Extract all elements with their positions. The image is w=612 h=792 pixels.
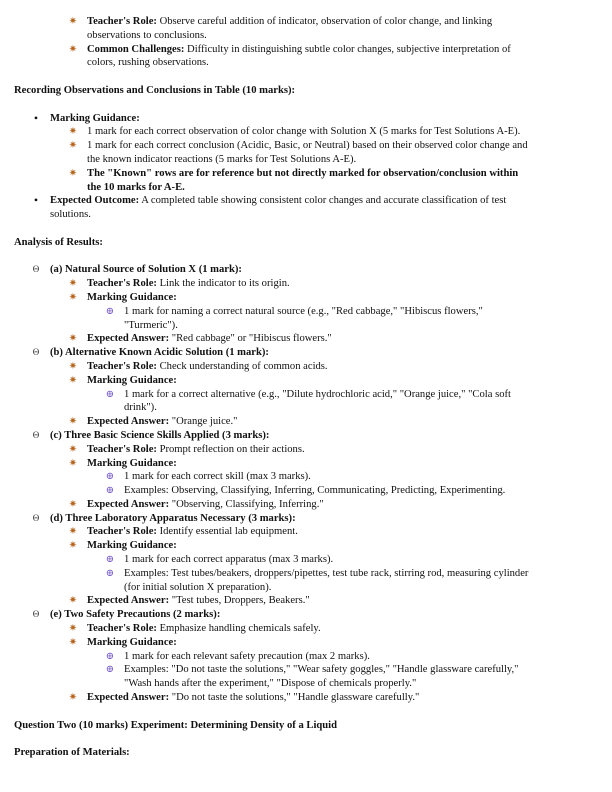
list-item bbox=[0, 457, 612, 471]
list-item bbox=[0, 663, 612, 691]
list-item bbox=[0, 622, 612, 636]
item-label: Teacher's Role: bbox=[87, 443, 157, 455]
item-label: (e) Two Safety Precautions (2 marks): bbox=[50, 609, 221, 621]
list-item bbox=[0, 346, 612, 360]
bullet-star-icon: ✷ bbox=[68, 457, 78, 469]
bullet-star-icon: ✷ bbox=[68, 443, 78, 455]
list-item bbox=[0, 415, 612, 429]
item-text: 1 mark for each relevant safety precaution (max 2 marks). bbox=[124, 650, 370, 662]
item-text: "Do not taste the solutions," "Handle glassware carefully." bbox=[169, 692, 420, 704]
bullet-crosshair-icon: ⊕ bbox=[105, 471, 115, 483]
list-item bbox=[0, 484, 612, 498]
item-text: 1 mark for each correct skill (max 3 marks). bbox=[124, 471, 311, 483]
list-item bbox=[0, 194, 612, 222]
list-item bbox=[0, 553, 612, 567]
item-text: Link the indicator to its origin. bbox=[156, 278, 290, 290]
bullet-star-icon: ✷ bbox=[68, 540, 78, 552]
list-item bbox=[0, 512, 612, 526]
bullet-star-icon: ✷ bbox=[68, 692, 78, 704]
item-label: Common Challenges: bbox=[87, 43, 185, 55]
bullet-theta-icon: Θ bbox=[32, 429, 40, 440]
bullet-crosshair-icon: ⊕ bbox=[105, 664, 115, 676]
list-item bbox=[0, 263, 612, 277]
item-text: Emphasize handling chemicals safely. bbox=[156, 623, 321, 635]
item-text: 1 mark for naming a correct natural source (e.g., "Red cabbage," "Hibiscus flowers," "Turmeric"). bbox=[124, 305, 483, 331]
item-label: Teacher's Role: bbox=[87, 360, 157, 372]
item-text: "Observing, Classifying, Inferring." bbox=[169, 498, 324, 510]
bullet-crosshair-icon: ⊕ bbox=[105, 650, 115, 662]
list-item bbox=[0, 594, 612, 608]
item-label: Teacher's Role: bbox=[87, 526, 157, 538]
bullet-star-icon: ✷ bbox=[68, 333, 78, 345]
item-text: 1 mark for each correct conclusion (Acidic, Basic, or Neutral) based on their observed color change and the known indicator reactions (5 marks for Test Solutions A-E). bbox=[87, 140, 528, 165]
item-label: Expected Outcome: bbox=[50, 195, 140, 207]
list-item bbox=[0, 332, 612, 346]
list-item bbox=[0, 167, 612, 195]
list-item bbox=[0, 15, 612, 43]
list-item bbox=[0, 374, 612, 388]
item-text: 1 mark for a correct alternative (e.g., "Dilute hydrochloric acid," "Orange juice," "Cola soft drink"). bbox=[124, 388, 511, 414]
bullet-star-icon: ✷ bbox=[68, 623, 78, 635]
list-item bbox=[0, 691, 612, 705]
list-item bbox=[0, 608, 612, 622]
bullet-star-icon: ✷ bbox=[68, 140, 78, 152]
bullet-star-icon: ✷ bbox=[68, 43, 78, 55]
item-text: Examples: Observing, Classifying, Inferring, Communicating, Predicting, Experimenting. bbox=[124, 485, 506, 497]
item-label: The "Known" rows are for reference but not directly marked for observation/conclusion within the 10 marks for A-E. bbox=[87, 167, 519, 193]
bullet-crosshair-icon: ⊕ bbox=[105, 305, 115, 317]
bullet-crosshair-icon: ⊕ bbox=[105, 388, 115, 400]
item-text: "Orange juice." bbox=[169, 416, 238, 428]
item-label: Teacher's Role: bbox=[87, 16, 157, 27]
item-label: (c) Three Basic Science Skills Applied (3 marks): bbox=[50, 429, 270, 441]
bullet-list bbox=[0, 263, 612, 705]
list-item bbox=[0, 443, 612, 457]
list-item bbox=[0, 498, 612, 512]
list-item bbox=[0, 525, 612, 539]
item-text: "Test tubes, Droppers, Beakers." bbox=[169, 595, 310, 607]
item-text: Check understanding of common acids. bbox=[156, 360, 328, 372]
list-item bbox=[0, 305, 612, 333]
document-page bbox=[0, 15, 612, 760]
list-item bbox=[0, 43, 612, 71]
list-item bbox=[0, 650, 612, 664]
list-item bbox=[0, 291, 612, 305]
bullet-star-icon: ✷ bbox=[68, 636, 78, 648]
section-heading: Analysis of Results: bbox=[14, 236, 103, 248]
list-item bbox=[0, 470, 612, 484]
bullet-dot-icon: • bbox=[33, 193, 39, 208]
item-label: Marking Guidance: bbox=[50, 112, 140, 124]
item-label: Marking Guidance: bbox=[87, 374, 177, 386]
bullet-star-icon: ✷ bbox=[68, 126, 78, 138]
item-text: "Red cabbage" or "Hibiscus flowers." bbox=[169, 333, 332, 345]
item-text: 1 mark for each correct apparatus (max 3 marks). bbox=[124, 554, 334, 566]
list-item bbox=[0, 360, 612, 374]
bullet-crosshair-icon: ⊕ bbox=[105, 485, 115, 497]
list-item bbox=[0, 277, 612, 291]
item-label: (d) Three Laboratory Apparatus Necessary (3 marks): bbox=[50, 512, 296, 524]
bullet-star-icon: ✷ bbox=[68, 498, 78, 510]
item-text: A completed table showing consistent color changes and accurate classification of test solutions. bbox=[50, 195, 507, 221]
item-label: Teacher's Role: bbox=[87, 623, 157, 635]
item-text: Examples: Test tubes/beakers, droppers/pipettes, test tube rack, stirring rod, measuring cylinder (for initial solution X preparation). bbox=[124, 567, 529, 593]
bullet-theta-icon: Θ bbox=[32, 512, 40, 523]
list-item bbox=[0, 539, 612, 553]
list-item bbox=[0, 567, 612, 595]
list-item bbox=[0, 139, 612, 167]
item-label: Expected Answer: bbox=[87, 595, 170, 607]
item-label: Marking Guidance: bbox=[87, 636, 177, 648]
bullet-star-icon: ✷ bbox=[68, 16, 78, 27]
bullet-star-icon: ✷ bbox=[68, 167, 78, 179]
item-label: (b) Alternative Known Acidic Solution (1 mark): bbox=[50, 347, 269, 359]
item-label: Marking Guidance: bbox=[87, 291, 177, 303]
bullet-theta-icon: Θ bbox=[32, 264, 40, 275]
item-text: Difficulty in distinguishing subtle color changes, subjective interpretation of colors, rushing observations. bbox=[87, 43, 511, 69]
item-text: Identify essential lab equipment. bbox=[156, 526, 298, 538]
bullet-crosshair-icon: ⊕ bbox=[105, 567, 115, 579]
list-item bbox=[0, 112, 612, 126]
item-label: Expected Answer: bbox=[87, 333, 170, 345]
bullet-star-icon: ✷ bbox=[68, 291, 78, 303]
bullet-star-icon: ✷ bbox=[68, 595, 78, 607]
section-heading: Question Two (10 marks) Experiment: Determining Density of a Liquid bbox=[14, 719, 338, 731]
list-item bbox=[0, 125, 612, 139]
bullet-dot-icon: • bbox=[33, 110, 39, 125]
list-item bbox=[0, 429, 612, 443]
bullet-theta-icon: Θ bbox=[32, 347, 40, 358]
section-heading: Preparation of Materials: bbox=[14, 747, 130, 759]
item-text: Observe careful addition of indicator, observation of color change, and linking observations to conclusions. bbox=[87, 16, 493, 41]
bullet-star-icon: ✷ bbox=[68, 360, 78, 372]
item-label: Expected Answer: bbox=[87, 498, 170, 510]
bullet-list bbox=[0, 112, 612, 222]
list-item bbox=[0, 636, 612, 650]
bullet-crosshair-icon: ⊕ bbox=[105, 554, 115, 566]
bullet-star-icon: ✷ bbox=[68, 526, 78, 538]
item-label: Marking Guidance: bbox=[87, 540, 177, 552]
bullet-star-icon: ✷ bbox=[68, 278, 78, 290]
list-item bbox=[0, 388, 612, 416]
item-text: 1 mark for each correct observation of color change with Solution X (5 marks for Test Solutions A-E). bbox=[87, 126, 521, 138]
bullet-theta-icon: Θ bbox=[32, 609, 40, 620]
item-label: (a) Natural Source of Solution X (1 mark): bbox=[50, 264, 242, 276]
section-heading: Recording Observations and Conclusions in Table (10 marks): bbox=[14, 84, 296, 96]
item-label: Teacher's Role: bbox=[87, 278, 157, 290]
item-label: Expected Answer: bbox=[87, 416, 170, 428]
bullet-star-icon: ✷ bbox=[68, 416, 78, 428]
item-label: Expected Answer: bbox=[87, 692, 170, 704]
item-text: Prompt reflection on their actions. bbox=[156, 443, 305, 455]
bullet-list bbox=[0, 15, 612, 70]
bullet-star-icon: ✷ bbox=[68, 374, 78, 386]
item-label: Marking Guidance: bbox=[87, 457, 177, 469]
item-text: Examples: "Do not taste the solutions," "Wear safety goggles," "Handle glassware carefully," "Wash hands after the experiment," "Dispose of chemicals properly." bbox=[124, 664, 519, 690]
